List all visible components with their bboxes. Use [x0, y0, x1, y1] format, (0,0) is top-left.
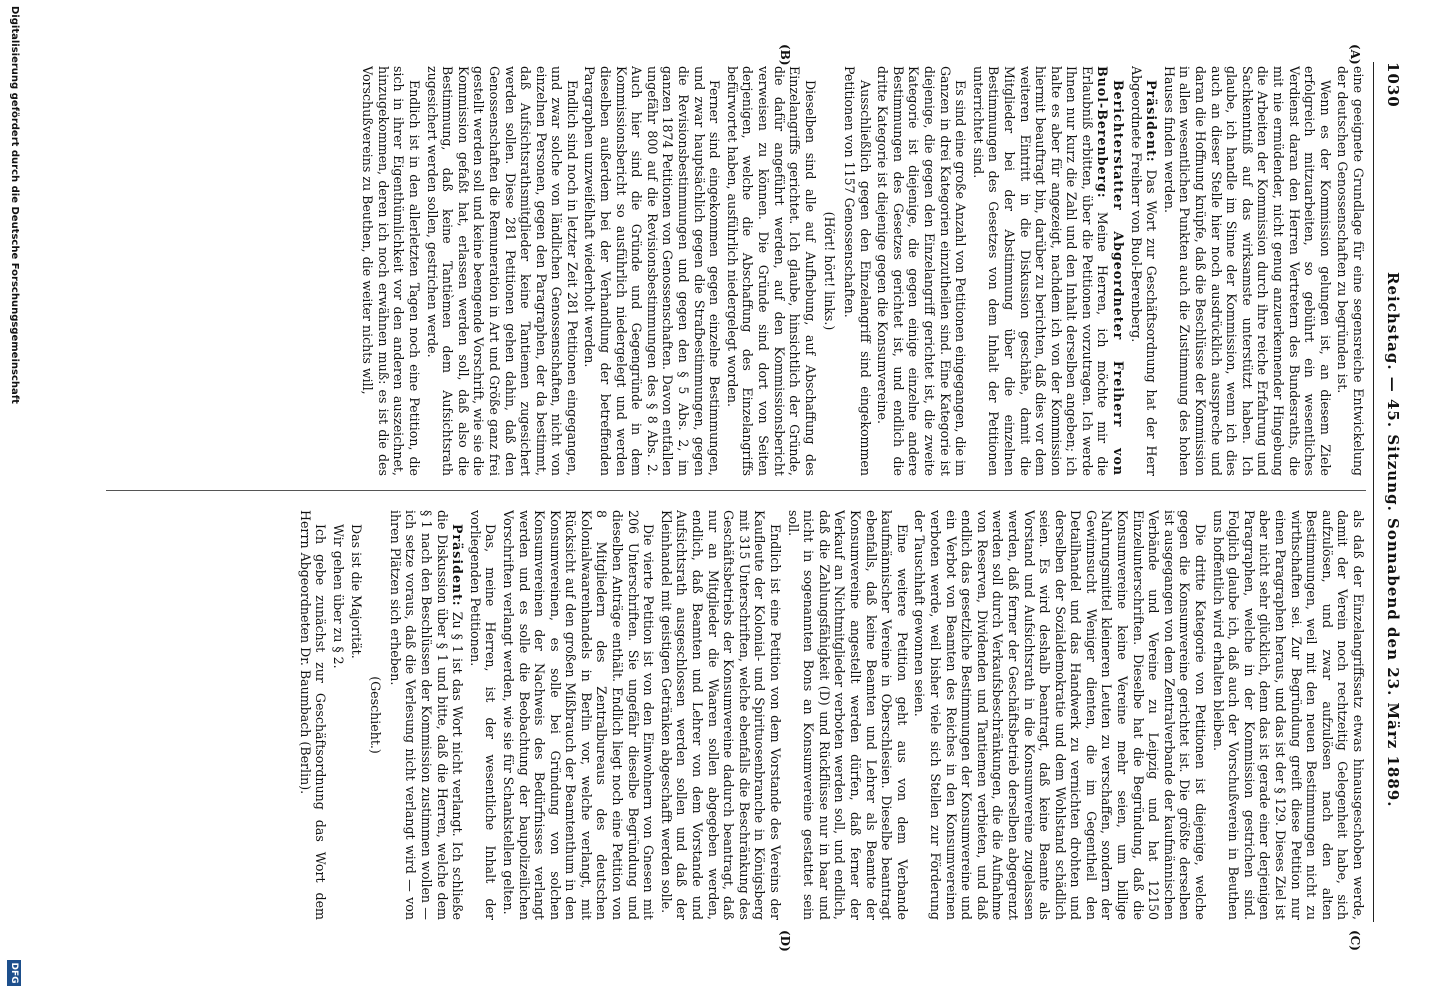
right-paragraph: Die dritte Kategorie von Petitionen ist diejenige, welche gegen die Konsumvereine gerichtet ist. Die größte derselben ist ausgegangen von dem Zentralverbande der kaufmännischen Verbände und Vereine zu Leipzig und hat 12150 Einzelunterschriften. Dieselbe hat die Begründung, daß die Konsumvereine keine Vereine mehr seien, um billige Nahrungsmittel kleineren Leuten zu verschaffen, sondern der Gewinnsucht Weniger dienten, die im Gegentheil den Detailhandel und das Handwerk zu vernichten drohten und derselben der Sozialdemokratie und dem Wohlstand schädlich seien. Es wird deshalb beantragt, daß keine Beamte als Vorstand und Aufsichtsrath in die Konsumvereine zugelassen werden, daß ferner der Geschäftsbetrieb derselben abgegrenzt werden soll durch Verkaufsbeschränkungen, die die Aufnahme von Reserven, Dividenden und Tantiemen verbieten, und daß endlich das gesetzliche Bestimmungen der Konsumvereine und ein Verbot von Beamten des Reiches in den Konsumvereinen verboten werde, weil bisher viele sich Stellen zur Förderung der Tauschhaft gewonnen seien.	[912, 510, 1209, 920]
right-column	[76, 510, 1366, 920]
left-paragraph: Ferner sind eingekommen gegen einzelne Bestimmungen, und zwar hauptsächlich gegen die Strafbestimmungen, gegen die Revisionsbestimmungen und gegen den § 5 Abs. 2, im ganzen 1874 Petitionen von Genossenschaften. Davon entfallen ungefähr 800 auf die Revisionsbestimmungen des § 8 Abs. 2. Auch hier sind die Gründe und Gegengründe in dem Kommissionsbericht so ausführlich niedergelegt und werden dieselben außerdem bei der Verhandlung der betreffenden Paragraphen unzweifelhaft wiederholt werden.	[582, 66, 723, 476]
speaker-label: Präsident:	[1144, 80, 1160, 163]
left-paragraph: Es sind eine große Anzahl von Petitionen eingegangen, die im Ganzen in drei Kategorien einzutheilen sind. Eine Kategorie ist diejenige, die gegen den Einzelangriff gerichtet ist, die zweite Kategorie ist diejenige, die gegen einige einzelne andere Bestimmungen des Gesetzes gerichtet ist, und endlich die dritte Kategorie ist diejenige gegen die Konsumvereine.	[875, 66, 969, 476]
left-paragraph: Endlich sind noch in letzter Zeit 281 Petitionen eingegangen, und zwar solche von ländlichen Genossenschaften, nicht von einzelnen Personen, gegen den Paragraphen, der da bestimmt, daß Aufsichtsrathsmitglieder keine Tantiemen zugesichert werden sollen. Diese 281 Petitionen gehen dahin, daß den Genossenschaften die Remuneration in Art und Größe ganz frei gestellt werden soll und keine beengende Vorschrift, wie sie die Kommission gefaßt hat, erlassen werden soll, daß also die Bestimmung, daß keine Tantièmen dem Aufsichtsrath zugesichert werden sollen, gestrichen werde.	[424, 66, 580, 476]
margin-marker-c: (C)	[1348, 930, 1362, 951]
right-paragraph: Das ist die Majorität.	[348, 524, 364, 659]
right-paragraph: Wir gehen über zu § 2.	[331, 524, 346, 669]
page-number: 1030	[1384, 62, 1402, 108]
header-rule	[1373, 62, 1374, 922]
interjection: (Hört! hört! links.)	[822, 211, 838, 331]
margin-marker-a: (A)	[1348, 44, 1362, 65]
speaker-label: Präsident:	[450, 524, 466, 607]
right-paragraph: Endlich ist eine Petition von dem Vorstande des Vereins der Kaufleute der Kolonial- und Spirituosenbranche in Königsberg mit 315 Unterschriften, welche ebenfalls die Beschränkung des Geschäftsbetriebs der Konsumvereine dadurch beantragt, daß nur an Mitglieder die Waaren sollen abgegeben werden, endlich, daß Beamten und Lehrer von dem Vorstande und Aufsichtsrath ausgeschlossen werden sollen und daß der Kleinhandel mit geistigen Getränken abgeschafft werden solle.	[658, 510, 784, 920]
speech-text: Zu § 1 ist das Wort nicht verlangt. Ich schließe die Diskussion über § 1 und bitte, daß die Herren, welche dem § 1 nach den Beschlüssen der Kommission zustimmen wollen — ich setze voraus, daß die Verlesung nicht verlangt wird — von ihren Plätzen sich erheben.	[387, 510, 466, 920]
right-paragraph: Das, meine Herren, ist der wesentliche Inhalt der vorliegenden Petitionen.	[467, 510, 499, 920]
left-paragraph: Dieselben sind alle auf Aufhebung, auf Abschaffung des Einzelangriffs gerichtet. Ich glaube, hinsichtlich der Gründe, die dafür angeführt werden, auf den Kommissionsbericht verweisen zu können. Die Gründe sind dort von Seiten derjenigen, welche die Abschaffung des Einzelangriffs befürwortet haben, ausführlich niedergelegt worden.	[724, 66, 818, 476]
page-footer	[2, 0, 24, 1000]
page-title: Reichstag. — 45. Sitzung. Sonnabend den 23. März 1889.	[1384, 272, 1402, 808]
left-column	[76, 66, 1366, 476]
right-paragraph: als daß der Einzelangriffssatz etwas hinausgeschoben werde, damit der Verein noch rechtzeitig Gelegenheit habe, sich aufzulösen, und zwar aufzulösen nach den alten Bestimmungen, weil mit den neuen Bestimmungen nicht zu wirthschaften sei. Zur Begründung greift diese Petition nur einen Paragraphen heraus, und das ist der § 129. Dieses Ziel ist aber nicht sehr glücklich, denn das ist gerade einer derjenigen Paragraphen, welche in der Kommission gestrichen sind. Folglich glaube ich, daß auch der Vorschußverein in Beuthen uns hoffentlich wird erhalten bleiben.	[1210, 510, 1366, 920]
left-paragraph: eine geeignete Grundlage für eine segensreiche Entwickelung der deutschen Genossenschaften zu begründen ist.	[1335, 66, 1366, 476]
right-paragraph: Die vierte Petition ist von den Einwohnern von Gnesen mit 206 Unterschriften. Sie ungefähr dieselbe Begründung und dieselben Anträge enthält. Endlich liegt noch eine Petition von 8 Mitgliedern des Zentralbureaus des deutschen Kolonialwaarenhandels in Berlin vor, welche verlangt, mit Rücksicht auf den großen Mißbrauch der Beamtenthum in den Konsumvereinen, es solle bei Gründung von solchen Konsumvereinen der Nachweis des Bedürfnisses verlangt werden und es solle die Beobachtung der baupolizeilichen Vorschriften verlangt werden, wie sie für Schankstellen gelten.	[500, 510, 657, 920]
speech-text: Meine Herren, ich möchte mir die Erlaubniß erbitten, über die Petitionen vorzutragen. Ich werde Ihnen nur kurz die Zahl und den Inhalt derselben angeben; ich halte es aber für angezeigt, nachdem ich von der Kommission hiermit beauftragt bin, darüber zu berichten, daß dies vor dem weiteren Eintritt in die Diskussion geschähe, damit die Mitglieder bei der Abstimmung über die einzelnen Bestimmungen des Gesetzes von dem Inhalt der Petitionen unterrichtet sind.	[970, 66, 1111, 476]
speaker-label: Berichterstatter Abgeordneter Freiherr von Buol-Berenberg:	[1095, 66, 1127, 476]
margin-marker-d: (D)	[778, 930, 792, 952]
column-divider	[106, 490, 1366, 491]
page-header	[1374, 62, 1402, 922]
margin-marker-b: (B)	[778, 44, 792, 66]
left-paragraph: Wenn es der Kommission gelungen ist, an diesem Ziele erfolgreich mitzuarbeiten, so gebührt ein wesentliches Verdienst daran den Herren Vertretern des Bundesraths, die mit nie ermüdender, nicht genug anzuerkennender Hingebung die Arbeiten der Kommission durch ihre reiche Erfahrung und Sachkenntniß auf das wirksamste unterstützt haben. Ich glaube, ich handle im Sinne der Kommission, wenn ich dies auch an dieser Stelle hier noch ausdrücklich ausspreche und daran die Hoffnung knüpfe, daß die Beschlüsse der Kommission in allen wesentlichen Punkten auch die Zustimmung des hohen Hauses finden werden.	[1161, 66, 1333, 476]
left-paragraph: Endlich ist in den allerletzten Tagen noch eine Petition, die sich in ihrer Eigenthümlichkeit vor den anderen auszeichnet, hinzugekommen, deren ich noch erwähnen muß: es ist die des Vorschußvereins zu Beuthen, die weiter nichts will,	[360, 66, 422, 476]
digitization-credit: Digitalisierung gefördert durch die Deutsche Forschungsgemeinschaft	[9, 6, 20, 404]
right-paragraph: Ich gebe zunächst zur Geschäftsordnung das Wort dem Herrn Abgeordneten Dr. Baumbach (Berlin).	[297, 510, 329, 920]
interjection: (Geschieht.)	[368, 676, 384, 754]
right-paragraph: Eine weitere Petition geht aus von dem Verbande kaufmännischer Vereine in Oberschlesien. Dieselbe beantragt ebenfalls, daß keine Beamten und Lehrer als Beamte der Konsumvereine angestellt werden dürfen, daß ferner der Verkauf an Nichtmitglieder verboten werden soll, und endlich, daß die Zahlungsfähigkeit (D) und Rückflüsse nur in baar und nicht in sogenannten Bons an Konsumvereine gestattet sein soll.	[785, 510, 910, 920]
speech-text: Das Wort zur Geschäftsordnung hat der Herr Abgeordnete Freiherr von Buol-Berenberg.	[1128, 66, 1160, 476]
dfg-logo: DFG	[7, 960, 21, 986]
left-paragraph: Ausschließlich gegen den Einzelangriff sind eingekommen Petitionen von 1157 Genossenschaften.	[842, 66, 873, 476]
